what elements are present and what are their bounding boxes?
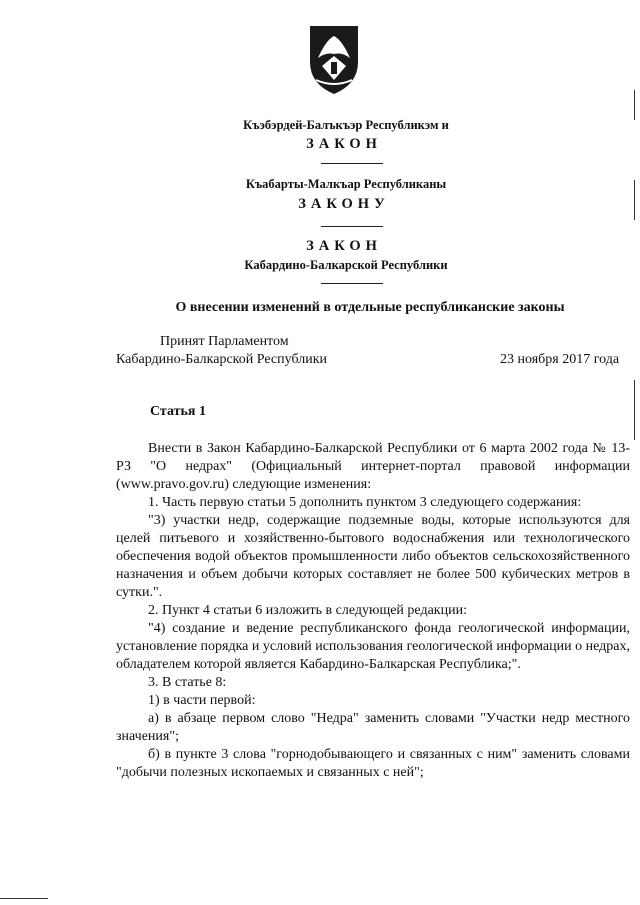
divider-line [321,283,383,284]
law-title-russian: ЗАКОН [306,238,382,254]
adopted-by-line1: Принят Парламентом [160,334,289,349]
article-paragraph: 2. Пункт 4 статьи 6 изложить в следующей редакции: [148,603,467,618]
document-title: О внесении изменений в отдельные республиканские законы [175,300,565,315]
republic-name-russian: Кабардино-Балкарской Республики [244,258,448,272]
law-title-kabardian: ЗАКОН [306,136,382,152]
scan-mark [634,380,635,440]
article-paragraph: 1. Часть первую статьи 5 дополнить пунктом 3 следующего содержания: [148,495,582,510]
article-body [116,440,630,782]
coat-of-arms-emblem [304,22,364,96]
article-paragraph: 1) в части первой: [148,693,256,708]
article-paragraph: "3) участки недр, содержащие подземные воды, которые используются для целей питьевого и хозяйственно-бытового водоснабжения или технологического обеспечения водой объектов промышленности либо объектов сельскохозяйственного назначения и объем добычи которых составляет не более 500 кубических метров в сутки.". [116,513,630,600]
article-paragraph: б) в пункте 3 слова "горнодобывающего и связанных с ним" заменить словами "добычи полезных ископаемых и связанных с ней"; [116,747,630,780]
article-paragraph: Внести в Закон Кабардино-Балкарской Республики от 6 марта 2002 года № 13-РЗ "О недрах" (Официальный интернет-портал правовой информации (www.pravo.gov.ru) следующие изменения: [116,441,630,492]
scan-mark [634,180,635,220]
republic-name-kabardian: Къэбэрдей-Балъкъэр Республикэм и [243,118,449,132]
article-heading: Статья 1 [150,404,206,419]
adopted-by-line2: Кабардино-Балкарской Республики [116,352,327,367]
scan-mark [0,898,48,899]
scan-mark [634,90,635,120]
article-paragraph: "4) создание и ведение республиканского фонда геологической информации, установление порядка и условий использования геологической информации о недрах, обладателем которой является Кабардино-Балкарская Республика;". [116,621,630,672]
adoption-date: 23 ноября 2017 года [500,352,620,367]
law-title-karachay-balkar: ЗАКОНУ [298,196,390,212]
republic-name-karachay-balkar: Къабарты-Малкъар Республиканы [245,177,447,191]
article-paragraph: 3. В статье 8: [148,675,227,690]
divider-line [321,163,383,164]
article-paragraph: а) в абзаце первом слово "Недра" заменить словами "Участки недр местного значения"; [116,711,630,744]
divider-line [321,226,383,227]
